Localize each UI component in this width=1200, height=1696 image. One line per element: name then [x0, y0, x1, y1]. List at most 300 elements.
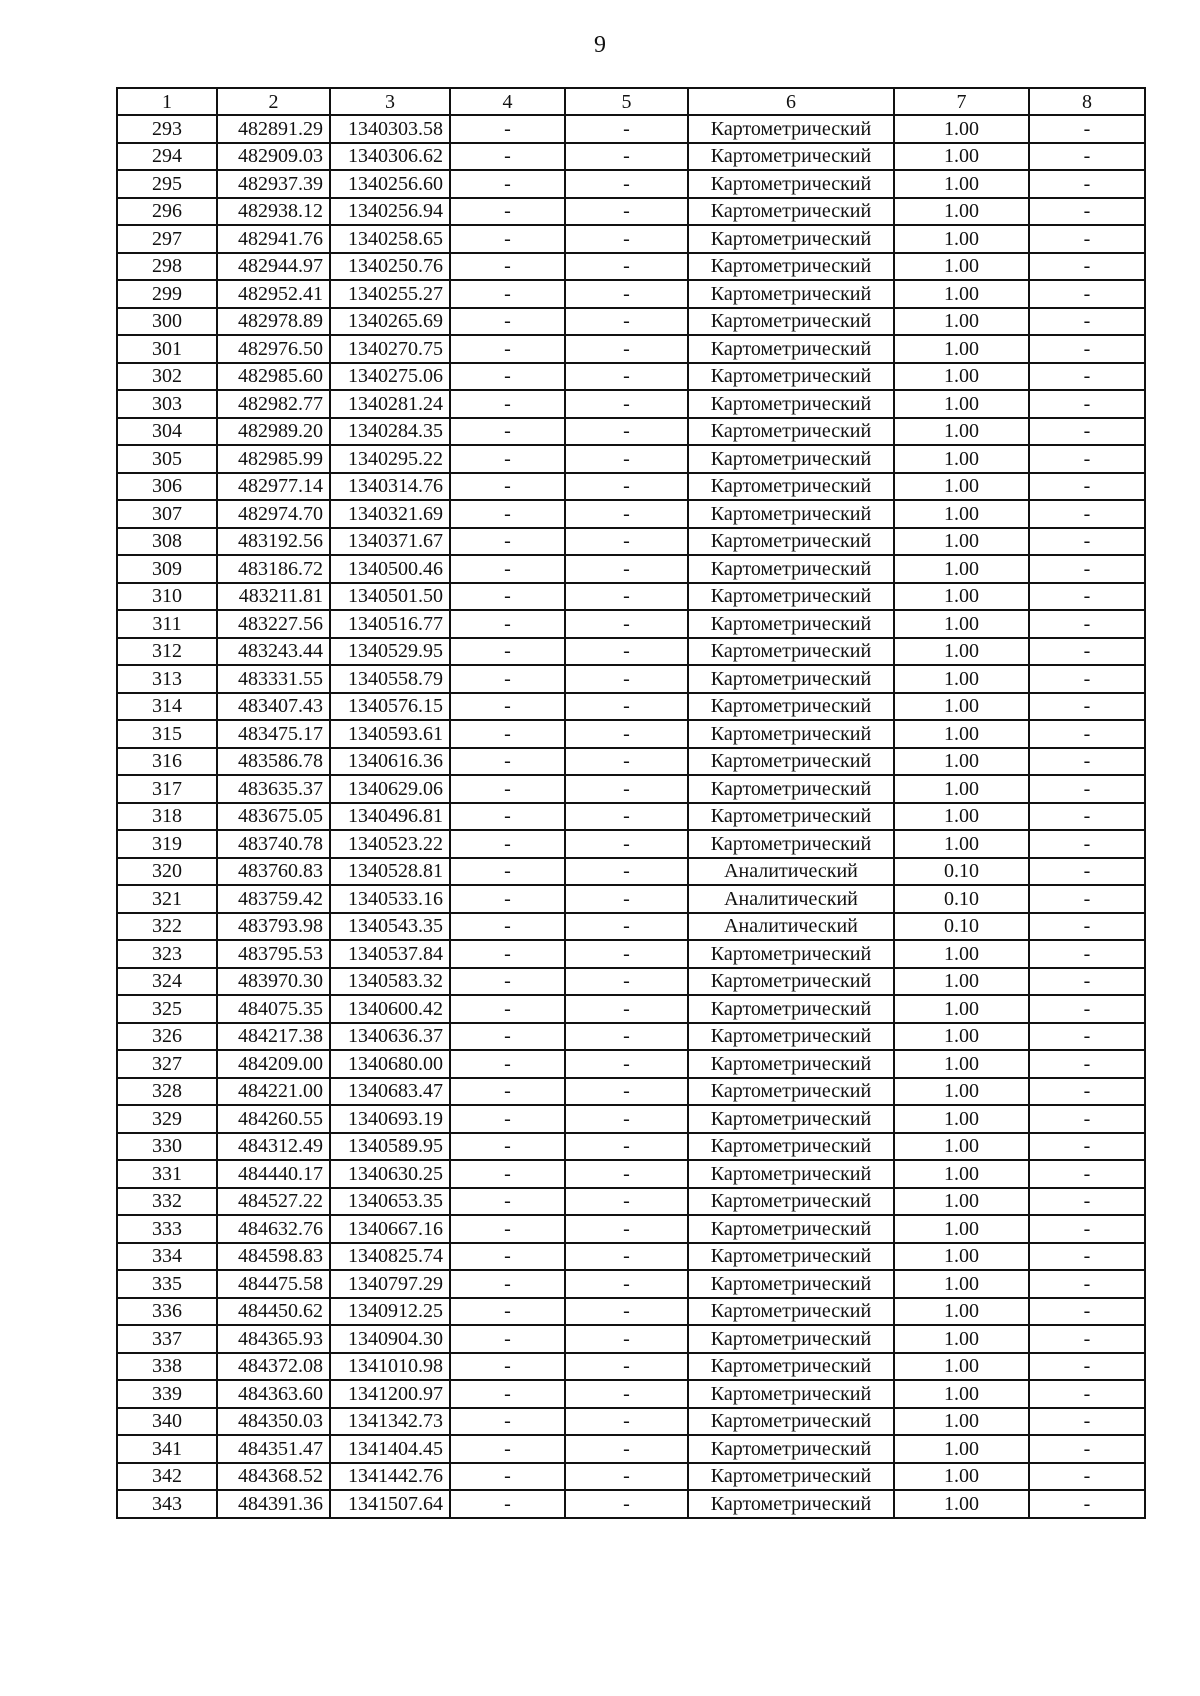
method-cell: Картометрический	[688, 665, 894, 693]
column-header: 4	[450, 88, 565, 115]
table-row	[117, 638, 1145, 666]
point-number-cell: 310	[117, 583, 217, 611]
method-cell: Картометрический	[688, 528, 894, 556]
y-coordinate-cell: 1340693.19	[330, 1105, 450, 1133]
table-row	[117, 363, 1145, 391]
accuracy-cell: 1.00	[894, 1270, 1029, 1298]
y-coordinate-cell: 1341507.64	[330, 1490, 450, 1518]
table-row	[117, 1105, 1145, 1133]
col5-cell: -	[565, 610, 688, 638]
method-cell: Картометрический	[688, 555, 894, 583]
accuracy-cell: 1.00	[894, 940, 1029, 968]
col4-cell: -	[450, 225, 565, 253]
accuracy-cell: 1.00	[894, 418, 1029, 446]
y-coordinate-cell: 1340629.06	[330, 775, 450, 803]
col4-cell: -	[450, 473, 565, 501]
col4-cell: -	[450, 858, 565, 886]
accuracy-cell: 1.00	[894, 1408, 1029, 1436]
x-coordinate-cell: 484075.35	[217, 995, 330, 1023]
point-number-cell: 301	[117, 335, 217, 363]
col4-cell: -	[450, 885, 565, 913]
x-coordinate-cell: 484351.47	[217, 1435, 330, 1463]
x-coordinate-cell: 484632.76	[217, 1215, 330, 1243]
accuracy-cell: 1.00	[894, 968, 1029, 996]
method-cell: Картометрический	[688, 803, 894, 831]
col5-cell: -	[565, 225, 688, 253]
y-coordinate-cell: 1340543.35	[330, 913, 450, 941]
y-coordinate-cell: 1340314.76	[330, 473, 450, 501]
method-cell: Картометрический	[688, 610, 894, 638]
x-coordinate-cell: 482985.99	[217, 445, 330, 473]
method-cell: Картометрический	[688, 1270, 894, 1298]
col8-cell: -	[1029, 1133, 1145, 1161]
y-coordinate-cell: 1340533.16	[330, 885, 450, 913]
col5-cell: -	[565, 1353, 688, 1381]
col5-cell: -	[565, 885, 688, 913]
point-number-cell: 336	[117, 1298, 217, 1326]
y-coordinate-cell: 1340256.60	[330, 170, 450, 198]
y-coordinate-cell: 1340653.35	[330, 1188, 450, 1216]
accuracy-cell: 1.00	[894, 1243, 1029, 1271]
x-coordinate-cell: 484475.58	[217, 1270, 330, 1298]
point-number-cell: 302	[117, 363, 217, 391]
method-cell: Картометрический	[688, 1380, 894, 1408]
col8-cell: -	[1029, 610, 1145, 638]
accuracy-cell: 1.00	[894, 1325, 1029, 1353]
col4-cell: -	[450, 940, 565, 968]
col4-cell: -	[450, 143, 565, 171]
col5-cell: -	[565, 968, 688, 996]
col5-cell: -	[565, 1380, 688, 1408]
y-coordinate-cell: 1340258.65	[330, 225, 450, 253]
method-cell: Аналитический	[688, 913, 894, 941]
accuracy-cell: 1.00	[894, 748, 1029, 776]
col8-cell: -	[1029, 913, 1145, 941]
table-row	[117, 775, 1145, 803]
col5-cell: -	[565, 1105, 688, 1133]
col5-cell: -	[565, 363, 688, 391]
accuracy-cell: 1.00	[894, 1160, 1029, 1188]
column-header: 7	[894, 88, 1029, 115]
table-row	[117, 555, 1145, 583]
col5-cell: -	[565, 1325, 688, 1353]
accuracy-cell: 1.00	[894, 1490, 1029, 1518]
x-coordinate-cell: 484372.08	[217, 1353, 330, 1381]
y-coordinate-cell: 1340583.32	[330, 968, 450, 996]
col4-cell: -	[450, 1023, 565, 1051]
y-coordinate-cell: 1341010.98	[330, 1353, 450, 1381]
point-number-cell: 327	[117, 1050, 217, 1078]
y-coordinate-cell: 1340904.30	[330, 1325, 450, 1353]
table-row	[117, 1133, 1145, 1161]
point-number-cell: 315	[117, 720, 217, 748]
x-coordinate-cell: 484217.38	[217, 1023, 330, 1051]
accuracy-cell: 1.00	[894, 775, 1029, 803]
y-coordinate-cell: 1340275.06	[330, 363, 450, 391]
col4-cell: -	[450, 1133, 565, 1161]
x-coordinate-cell: 483740.78	[217, 830, 330, 858]
col8-cell: -	[1029, 1050, 1145, 1078]
table-row	[117, 1325, 1145, 1353]
col5-cell: -	[565, 115, 688, 143]
col8-cell: -	[1029, 968, 1145, 996]
y-coordinate-cell: 1340496.81	[330, 803, 450, 831]
y-coordinate-cell: 1340516.77	[330, 610, 450, 638]
method-cell: Картометрический	[688, 775, 894, 803]
col4-cell: -	[450, 775, 565, 803]
col8-cell: -	[1029, 308, 1145, 336]
point-number-cell: 324	[117, 968, 217, 996]
col5-cell: -	[565, 308, 688, 336]
col4-cell: -	[450, 665, 565, 693]
col4-cell: -	[450, 1353, 565, 1381]
col4-cell: -	[450, 1160, 565, 1188]
table-row	[117, 693, 1145, 721]
table-row	[117, 913, 1145, 941]
accuracy-cell: 1.00	[894, 253, 1029, 281]
col8-cell: -	[1029, 418, 1145, 446]
method-cell: Картометрический	[688, 720, 894, 748]
col5-cell: -	[565, 170, 688, 198]
col5-cell: -	[565, 693, 688, 721]
y-coordinate-cell: 1341342.73	[330, 1408, 450, 1436]
accuracy-cell: 1.00	[894, 803, 1029, 831]
col8-cell: -	[1029, 858, 1145, 886]
col4-cell: -	[450, 1325, 565, 1353]
col4-cell: -	[450, 170, 565, 198]
col8-cell: -	[1029, 473, 1145, 501]
col5-cell: -	[565, 913, 688, 941]
method-cell: Картометрический	[688, 1078, 894, 1106]
x-coordinate-cell: 483635.37	[217, 775, 330, 803]
table-row	[117, 1243, 1145, 1271]
col4-cell: -	[450, 528, 565, 556]
col5-cell: -	[565, 775, 688, 803]
col4-cell: -	[450, 968, 565, 996]
point-number-cell: 334	[117, 1243, 217, 1271]
table-row	[117, 418, 1145, 446]
col4-cell: -	[450, 638, 565, 666]
accuracy-cell: 1.00	[894, 390, 1029, 418]
col8-cell: -	[1029, 1270, 1145, 1298]
x-coordinate-cell: 484260.55	[217, 1105, 330, 1133]
col8-cell: -	[1029, 555, 1145, 583]
y-coordinate-cell: 1340303.58	[330, 115, 450, 143]
y-coordinate-cell: 1340255.27	[330, 280, 450, 308]
table-row	[117, 583, 1145, 611]
accuracy-cell: 1.00	[894, 1353, 1029, 1381]
method-cell: Картометрический	[688, 170, 894, 198]
y-coordinate-cell: 1340558.79	[330, 665, 450, 693]
y-coordinate-cell: 1340321.69	[330, 500, 450, 528]
point-number-cell: 322	[117, 913, 217, 941]
col4-cell: -	[450, 500, 565, 528]
col8-cell: -	[1029, 583, 1145, 611]
accuracy-cell: 1.00	[894, 1298, 1029, 1326]
col8-cell: -	[1029, 940, 1145, 968]
x-coordinate-cell: 483795.53	[217, 940, 330, 968]
col4-cell: -	[450, 445, 565, 473]
point-number-cell: 295	[117, 170, 217, 198]
x-coordinate-cell: 483586.78	[217, 748, 330, 776]
accuracy-cell: 1.00	[894, 830, 1029, 858]
point-number-cell: 297	[117, 225, 217, 253]
y-coordinate-cell: 1341200.97	[330, 1380, 450, 1408]
table-row	[117, 858, 1145, 886]
col5-cell: -	[565, 1408, 688, 1436]
table-row	[117, 308, 1145, 336]
col8-cell: -	[1029, 335, 1145, 363]
col4-cell: -	[450, 418, 565, 446]
col4-cell: -	[450, 1463, 565, 1491]
col4-cell: -	[450, 1078, 565, 1106]
method-cell: Картометрический	[688, 748, 894, 776]
col5-cell: -	[565, 748, 688, 776]
x-coordinate-cell: 484363.60	[217, 1380, 330, 1408]
method-cell: Картометрический	[688, 968, 894, 996]
point-number-cell: 308	[117, 528, 217, 556]
col5-cell: -	[565, 803, 688, 831]
point-number-cell: 321	[117, 885, 217, 913]
col8-cell: -	[1029, 170, 1145, 198]
accuracy-cell: 1.00	[894, 1023, 1029, 1051]
point-number-cell: 303	[117, 390, 217, 418]
col8-cell: -	[1029, 253, 1145, 281]
col8-cell: -	[1029, 803, 1145, 831]
col4-cell: -	[450, 1298, 565, 1326]
col8-cell: -	[1029, 1325, 1145, 1353]
point-number-cell: 335	[117, 1270, 217, 1298]
table-row	[117, 995, 1145, 1023]
y-coordinate-cell: 1340270.75	[330, 335, 450, 363]
col5-cell: -	[565, 1463, 688, 1491]
method-cell: Картометрический	[688, 363, 894, 391]
col8-cell: -	[1029, 775, 1145, 803]
col8-cell: -	[1029, 1435, 1145, 1463]
col5-cell: -	[565, 418, 688, 446]
accuracy-cell: 0.10	[894, 885, 1029, 913]
method-cell: Картометрический	[688, 693, 894, 721]
accuracy-cell: 1.00	[894, 1050, 1029, 1078]
method-cell: Картометрический	[688, 830, 894, 858]
accuracy-cell: 1.00	[894, 445, 1029, 473]
x-coordinate-cell: 483192.56	[217, 528, 330, 556]
table-row	[117, 1353, 1145, 1381]
col8-cell: -	[1029, 445, 1145, 473]
method-cell: Картометрический	[688, 1105, 894, 1133]
col8-cell: -	[1029, 1408, 1145, 1436]
accuracy-cell: 1.00	[894, 1380, 1029, 1408]
table-row	[117, 748, 1145, 776]
x-coordinate-cell: 482978.89	[217, 308, 330, 336]
col4-cell: -	[450, 1050, 565, 1078]
col8-cell: -	[1029, 1243, 1145, 1271]
point-number-cell: 306	[117, 473, 217, 501]
x-coordinate-cell: 482938.12	[217, 198, 330, 226]
y-coordinate-cell: 1340265.69	[330, 308, 450, 336]
x-coordinate-cell: 483211.81	[217, 583, 330, 611]
coordinates-table	[116, 87, 1146, 1519]
col4-cell: -	[450, 995, 565, 1023]
point-number-cell: 328	[117, 1078, 217, 1106]
accuracy-cell: 1.00	[894, 610, 1029, 638]
method-cell: Картометрический	[688, 225, 894, 253]
x-coordinate-cell: 484312.49	[217, 1133, 330, 1161]
col5-cell: -	[565, 830, 688, 858]
accuracy-cell: 1.00	[894, 115, 1029, 143]
col8-cell: -	[1029, 1215, 1145, 1243]
col5-cell: -	[565, 1160, 688, 1188]
col4-cell: -	[450, 115, 565, 143]
x-coordinate-cell: 484527.22	[217, 1188, 330, 1216]
table-row	[117, 500, 1145, 528]
col8-cell: -	[1029, 115, 1145, 143]
col5-cell: -	[565, 720, 688, 748]
col5-cell: -	[565, 253, 688, 281]
method-cell: Картометрический	[688, 1325, 894, 1353]
col5-cell: -	[565, 995, 688, 1023]
col8-cell: -	[1029, 198, 1145, 226]
col4-cell: -	[450, 1188, 565, 1216]
x-coordinate-cell: 484391.36	[217, 1490, 330, 1518]
y-coordinate-cell: 1340256.94	[330, 198, 450, 226]
col8-cell: -	[1029, 280, 1145, 308]
point-number-cell: 337	[117, 1325, 217, 1353]
point-number-cell: 312	[117, 638, 217, 666]
method-cell: Картометрический	[688, 1023, 894, 1051]
point-number-cell: 311	[117, 610, 217, 638]
point-number-cell: 317	[117, 775, 217, 803]
col4-cell: -	[450, 1408, 565, 1436]
col8-cell: -	[1029, 1380, 1145, 1408]
accuracy-cell: 1.00	[894, 995, 1029, 1023]
x-coordinate-cell: 484450.62	[217, 1298, 330, 1326]
col4-cell: -	[450, 390, 565, 418]
col8-cell: -	[1029, 638, 1145, 666]
point-number-cell: 319	[117, 830, 217, 858]
point-number-cell: 325	[117, 995, 217, 1023]
point-number-cell: 300	[117, 308, 217, 336]
table-row	[117, 335, 1145, 363]
col5-cell: -	[565, 198, 688, 226]
table-row	[117, 280, 1145, 308]
col4-cell: -	[450, 720, 565, 748]
x-coordinate-cell: 483186.72	[217, 555, 330, 583]
method-cell: Картометрический	[688, 1408, 894, 1436]
y-coordinate-cell: 1340797.29	[330, 1270, 450, 1298]
accuracy-cell: 1.00	[894, 665, 1029, 693]
method-cell: Картометрический	[688, 445, 894, 473]
y-coordinate-cell: 1340281.24	[330, 390, 450, 418]
point-number-cell: 329	[117, 1105, 217, 1133]
y-coordinate-cell: 1341404.45	[330, 1435, 450, 1463]
table-row	[117, 198, 1145, 226]
col4-cell: -	[450, 280, 565, 308]
y-coordinate-cell: 1340630.25	[330, 1160, 450, 1188]
col4-cell: -	[450, 583, 565, 611]
x-coordinate-cell: 482891.29	[217, 115, 330, 143]
point-number-cell: 296	[117, 198, 217, 226]
table-row	[117, 720, 1145, 748]
y-coordinate-cell: 1340250.76	[330, 253, 450, 281]
accuracy-cell: 0.10	[894, 858, 1029, 886]
col5-cell: -	[565, 445, 688, 473]
method-cell: Картометрический	[688, 500, 894, 528]
accuracy-cell: 1.00	[894, 1463, 1029, 1491]
method-cell: Картометрический	[688, 1133, 894, 1161]
method-cell: Аналитический	[688, 858, 894, 886]
col5-cell: -	[565, 1243, 688, 1271]
accuracy-cell: 1.00	[894, 143, 1029, 171]
col4-cell: -	[450, 335, 565, 363]
col5-cell: -	[565, 390, 688, 418]
x-coordinate-cell: 483407.43	[217, 693, 330, 721]
point-number-cell: 338	[117, 1353, 217, 1381]
column-header: 5	[565, 88, 688, 115]
table-row	[117, 473, 1145, 501]
column-header: 6	[688, 88, 894, 115]
col5-cell: -	[565, 1215, 688, 1243]
y-coordinate-cell: 1340593.61	[330, 720, 450, 748]
table-row	[117, 665, 1145, 693]
col8-cell: -	[1029, 995, 1145, 1023]
column-header: 8	[1029, 88, 1145, 115]
y-coordinate-cell: 1340295.22	[330, 445, 450, 473]
y-coordinate-cell: 1340667.16	[330, 1215, 450, 1243]
table-row	[117, 143, 1145, 171]
accuracy-cell: 1.00	[894, 335, 1029, 363]
y-coordinate-cell: 1340680.00	[330, 1050, 450, 1078]
col5-cell: -	[565, 500, 688, 528]
method-cell: Картометрический	[688, 390, 894, 418]
x-coordinate-cell: 482944.97	[217, 253, 330, 281]
table-row	[117, 885, 1145, 913]
col4-cell: -	[450, 1490, 565, 1518]
col5-cell: -	[565, 1435, 688, 1463]
table-row	[117, 225, 1145, 253]
col4-cell: -	[450, 555, 565, 583]
x-coordinate-cell: 482952.41	[217, 280, 330, 308]
table-row	[117, 803, 1145, 831]
accuracy-cell: 1.00	[894, 693, 1029, 721]
col4-cell: -	[450, 1435, 565, 1463]
col8-cell: -	[1029, 225, 1145, 253]
accuracy-cell: 1.00	[894, 1105, 1029, 1133]
y-coordinate-cell: 1340912.25	[330, 1298, 450, 1326]
table-header-row	[117, 88, 1145, 115]
table-row	[117, 610, 1145, 638]
x-coordinate-cell: 482977.14	[217, 473, 330, 501]
y-coordinate-cell: 1340616.36	[330, 748, 450, 776]
y-coordinate-cell: 1340528.81	[330, 858, 450, 886]
accuracy-cell: 1.00	[894, 555, 1029, 583]
x-coordinate-cell: 484368.52	[217, 1463, 330, 1491]
x-coordinate-cell: 482937.39	[217, 170, 330, 198]
accuracy-cell: 1.00	[894, 1215, 1029, 1243]
table-row	[117, 253, 1145, 281]
x-coordinate-cell: 484350.03	[217, 1408, 330, 1436]
col8-cell: -	[1029, 665, 1145, 693]
x-coordinate-cell: 483243.44	[217, 638, 330, 666]
method-cell: Картометрический	[688, 143, 894, 171]
y-coordinate-cell: 1340523.22	[330, 830, 450, 858]
table-row	[117, 170, 1145, 198]
table-row	[117, 1490, 1145, 1518]
col4-cell: -	[450, 1105, 565, 1133]
col8-cell: -	[1029, 1160, 1145, 1188]
method-cell: Картометрический	[688, 995, 894, 1023]
y-coordinate-cell: 1341442.76	[330, 1463, 450, 1491]
